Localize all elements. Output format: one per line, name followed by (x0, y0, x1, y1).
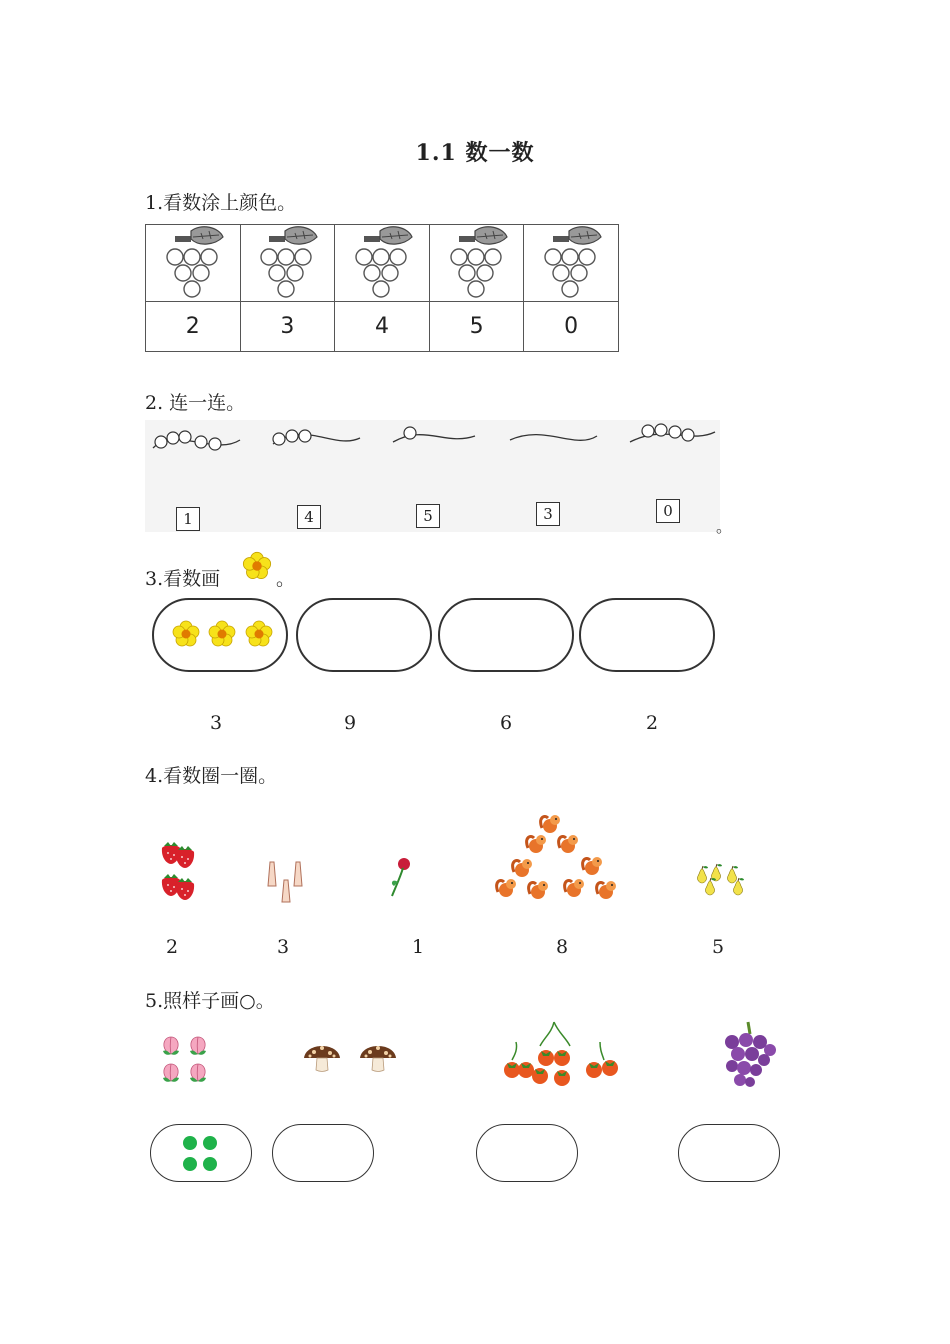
match-number-box[interactable]: 5 (416, 504, 440, 528)
grape-count-number: 0 (564, 314, 579, 339)
drawing-oval[interactable] (438, 598, 574, 672)
draw-count-number: 9 (343, 712, 357, 734)
answer-oval[interactable] (272, 1124, 374, 1182)
question-5-heading: 5.照样子画○。 (145, 990, 275, 1012)
drawing-oval[interactable] (296, 598, 432, 672)
match-number-box[interactable]: 0 (656, 499, 680, 523)
strawberries-group[interactable] (155, 832, 205, 910)
match-number-box[interactable]: 3 (536, 502, 560, 526)
match-number-box[interactable]: 4 (297, 505, 321, 529)
grape-cluster-icon[interactable] (146, 225, 241, 301)
question-3-heading: 3.看数画 (145, 568, 221, 590)
question-4-heading: 4.看数圈一圈。 (145, 765, 278, 787)
peaches-group (156, 1030, 218, 1090)
grape-cluster-icon[interactable] (335, 225, 430, 301)
green-dots-sample (150, 1124, 254, 1184)
grape-cluster-icon[interactable] (430, 225, 525, 301)
heading-period: 。 (276, 568, 296, 590)
sample-flowers (152, 598, 288, 672)
flower-icon (240, 552, 274, 582)
grape-count-number: 2 (146, 302, 241, 351)
period-mark: 。 (716, 517, 733, 536)
answer-oval[interactable] (678, 1124, 780, 1182)
grape-cluster-icon[interactable] (241, 225, 336, 301)
grape-coloring-table (145, 224, 619, 352)
bottles-group[interactable] (258, 858, 310, 908)
circle-count-number: 3 (276, 936, 290, 958)
question-2-heading: 2. 连一连。 (145, 392, 246, 414)
grape-count-number: 5 (430, 302, 525, 351)
circle-count-number: 5 (711, 936, 725, 958)
drawing-oval[interactable] (579, 598, 715, 672)
draw-count-number: 6 (499, 712, 513, 734)
grape-count-number: 3 (241, 302, 336, 351)
draw-count-number: 3 (209, 712, 223, 734)
circle-count-number: 1 (411, 936, 425, 958)
grape-bunch-icon (718, 1020, 778, 1092)
grape-count-number: 4 (335, 302, 430, 351)
answer-oval[interactable] (476, 1124, 578, 1182)
pears-group[interactable] (690, 862, 750, 898)
match-number-box[interactable]: 1 (176, 507, 200, 531)
circle-count-number: 2 (165, 936, 179, 958)
grape-cluster-icon[interactable] (524, 225, 618, 301)
rose-icon[interactable] (384, 854, 418, 900)
question-1-heading: 1.看数涂上颜色。 (145, 192, 297, 214)
persimmons-group (496, 1020, 626, 1090)
squirrels-group[interactable] (494, 812, 622, 908)
page-title: 1.1 数一数 (415, 140, 535, 166)
draw-count-number: 2 (645, 712, 659, 734)
mushrooms-group (300, 1036, 404, 1082)
circle-count-number: 8 (555, 936, 569, 958)
